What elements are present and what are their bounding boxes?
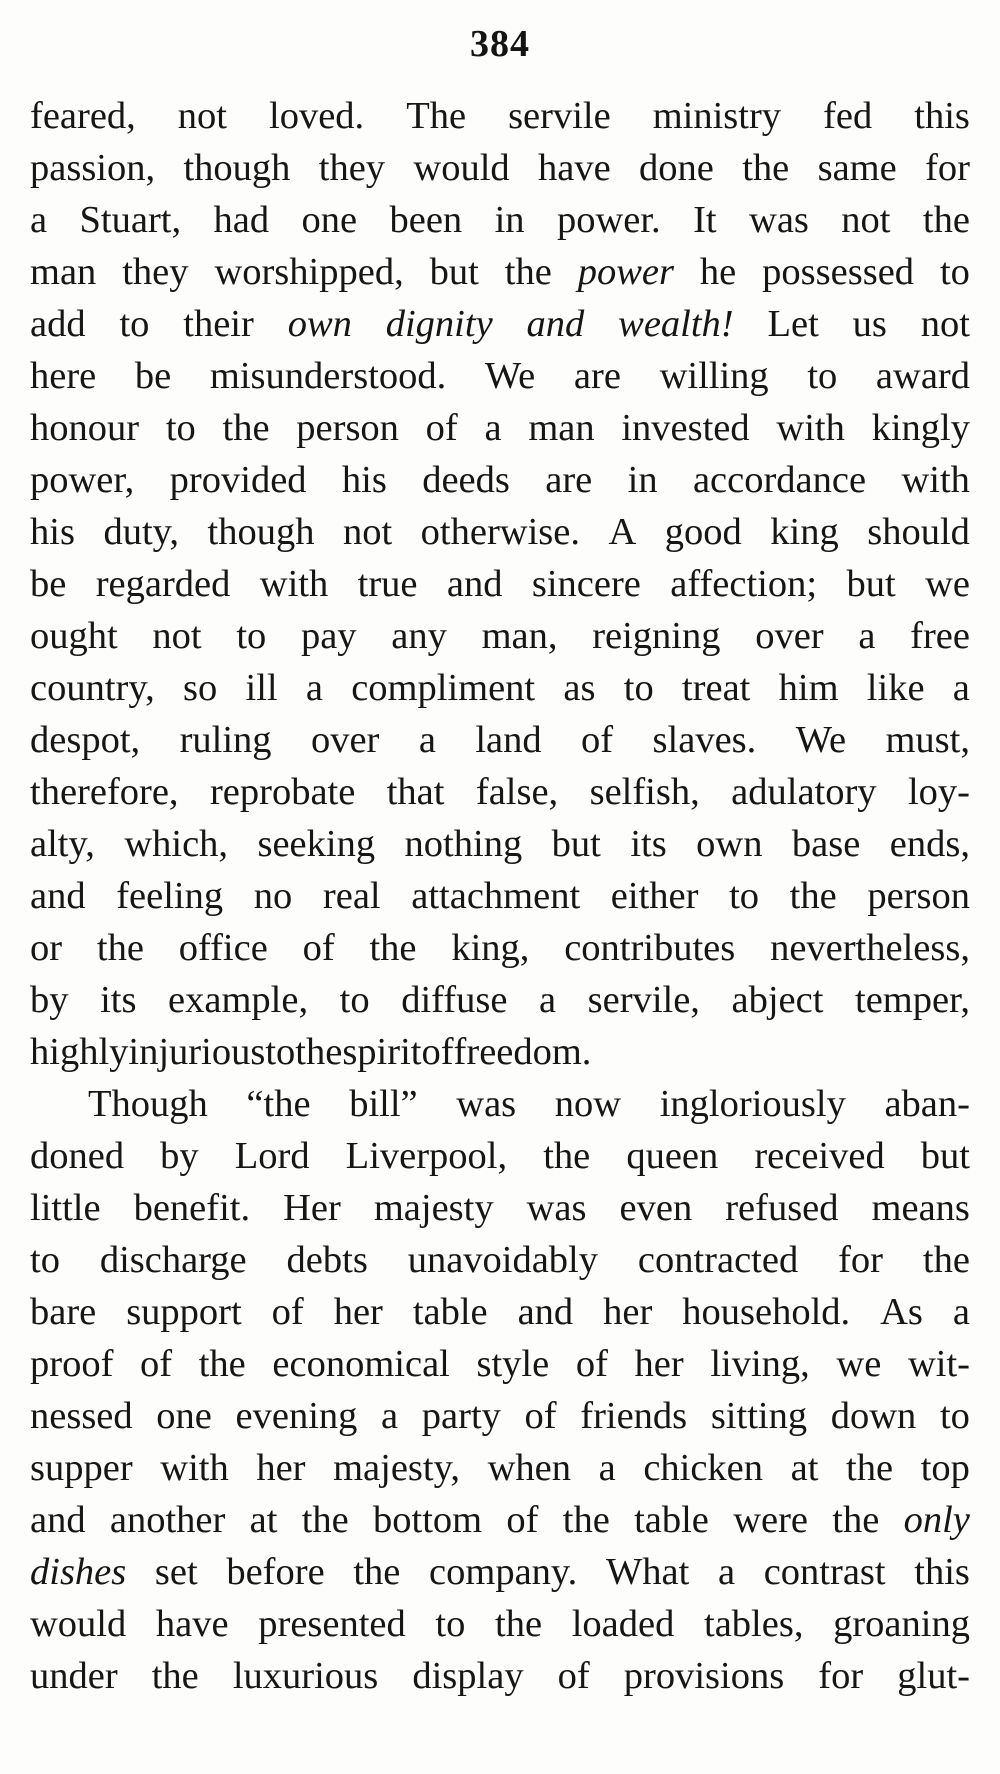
text-line: feared, not loved. The servile ministry fed this <box>30 95 970 137</box>
text-line: his duty, though not otherwise. A good king should <box>30 511 970 553</box>
text-line: therefore, reprobate that false, selfish, adulatory loy- <box>30 771 970 813</box>
text-line: dishes set before the company. What a contrast this <box>30 1551 970 1593</box>
text-line: here be misunderstood. We are willing to award <box>30 355 970 397</box>
text-line: Though “the bill” was now ingloriously aban- <box>88 1083 970 1125</box>
text-line: passion, though they would have done the same for <box>30 147 970 189</box>
paragraph <box>30 90 970 1078</box>
text-line: by its example, to diffuse a servile, abject temper, <box>30 979 970 1021</box>
text-line: add to their own dignity and wealth! Let us not <box>30 303 970 345</box>
text-line: to discharge debts unavoidably contracted for the <box>30 1239 970 1281</box>
text-line: supper with her majesty, when a chicken at the top <box>30 1447 970 1489</box>
text-line: alty, which, seeking nothing but its own base ends, <box>30 823 970 865</box>
text-line: man they worshipped, but the power he possessed to <box>30 251 970 293</box>
text-line: highly injurious to the spirit of freedom. <box>30 1031 592 1073</box>
text-line: nessed one evening a party of friends sitting down to <box>30 1395 970 1437</box>
text-line: honour to the person of a man invested with kingly <box>30 407 970 449</box>
page-number: 384 <box>470 23 530 65</box>
body-text <box>30 90 970 1702</box>
text-line: and another at the bottom of the table were the only <box>30 1499 970 1541</box>
text-line: bare support of her table and her household. As a <box>30 1291 970 1333</box>
text-line: a Stuart, had one been in power. It was not the <box>30 199 970 241</box>
text-line: doned by Lord Liverpool, the queen received but <box>30 1135 970 1177</box>
text-line: proof of the economical style of her living, we wit- <box>30 1343 970 1385</box>
text-line: and feeling no real attachment either to the person <box>30 875 970 917</box>
text-line: or the office of the king, contributes nevertheless, <box>30 927 970 969</box>
text-line: would have presented to the loaded tables, groaning <box>30 1603 970 1645</box>
text-line: be regarded with true and sincere affection; but we <box>30 563 970 605</box>
paragraph <box>30 1078 970 1702</box>
text-line: despot, ruling over a land of slaves. We must, <box>30 719 970 761</box>
text-line: little benefit. Her majesty was even refused means <box>30 1187 970 1229</box>
text-line: power, provided his deeds are in accordance with <box>30 459 970 501</box>
text-line: country, so ill a compliment as to treat him like a <box>30 667 970 709</box>
text-line: ought not to pay any man, reigning over a free <box>30 615 970 657</box>
text-line: under the luxurious display of provisions for glut- <box>30 1655 970 1697</box>
